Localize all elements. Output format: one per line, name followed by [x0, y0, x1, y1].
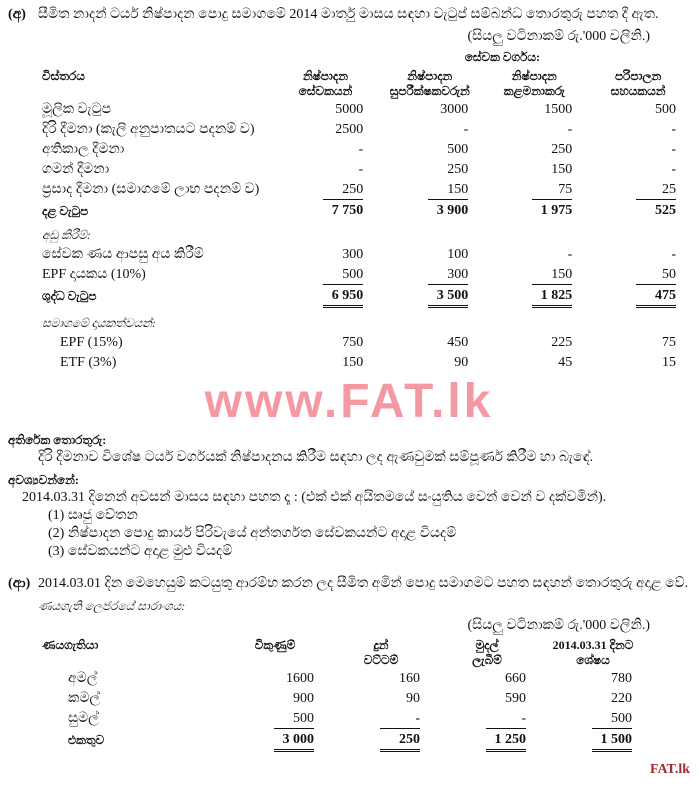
- cell-value: 250: [447, 162, 469, 177]
- cell: [482, 100, 586, 120]
- cell: [434, 730, 540, 753]
- column-header-line: දුන්: [373, 638, 389, 652]
- row-label: ප්‍රසාද දීමනා (සමාගමේ ලාභ පදනම් ව): [42, 182, 260, 197]
- cell-value: 250: [380, 731, 420, 752]
- part-b-intro: 2014.03.01 දින මෙහෙයුම් කටයුතු ආරම්භ කරන ලද සීමිත අමින් පොදු සමාගමට පහත සඳහන් තොරතුරු: [38, 576, 633, 591]
- cell: [482, 333, 586, 353]
- column-header-line: ලැබීම්: [472, 653, 502, 667]
- cell-value: 75: [662, 335, 676, 350]
- column-header-line: සහයකයන්: [610, 84, 666, 98]
- row-label: දළ වැටුප: [42, 204, 89, 218]
- salary-table: [38, 68, 690, 373]
- cell-value: -: [567, 122, 573, 137]
- cell-value: -: [358, 162, 364, 177]
- cell: [586, 245, 690, 265]
- cell-value: 500: [323, 266, 363, 285]
- cell: [377, 245, 482, 265]
- cell: [274, 353, 378, 373]
- table-row: [38, 221, 690, 245]
- header-row: [38, 637, 646, 669]
- cell-value: 300: [342, 247, 364, 262]
- cell: [434, 669, 540, 689]
- cell: [377, 333, 482, 353]
- part-a-label: (අ): [8, 7, 26, 22]
- cell-value: 150: [551, 162, 573, 177]
- row-label: අමල්: [68, 671, 98, 686]
- cell-value: 150: [532, 266, 572, 285]
- column-header: [482, 68, 586, 100]
- cell: [274, 245, 378, 265]
- cell: [377, 100, 482, 120]
- cell: [377, 160, 482, 180]
- table-row: [38, 120, 690, 140]
- row-label: සේවක ණය ආපසු අය කිරීම්: [42, 247, 204, 262]
- table-row: [38, 245, 690, 265]
- column-header-line: කළමනාකරු: [503, 84, 565, 98]
- cell: [482, 309, 586, 333]
- cell-value: 90: [406, 691, 420, 706]
- cell: [586, 333, 690, 353]
- row-label: EPF (15%): [60, 335, 123, 350]
- cell: [482, 160, 586, 180]
- table-row: [38, 309, 690, 333]
- cell: [222, 689, 328, 709]
- column-header: [328, 637, 434, 669]
- cell-value: 50: [636, 266, 676, 285]
- cell: [482, 120, 586, 140]
- cell: [377, 286, 482, 309]
- cell: [586, 221, 690, 245]
- cell: [274, 140, 378, 160]
- part-a-intro-cont: ඇත.: [631, 7, 659, 22]
- cell: [482, 221, 586, 245]
- column-header-line: නිෂ්පාදන: [511, 69, 557, 83]
- cell-value: 25: [636, 181, 676, 200]
- cell-value: 220: [611, 691, 632, 706]
- required-title: අවශ්‍යවන්නේ:: [8, 473, 79, 487]
- column-header: [586, 68, 690, 100]
- row-label: සමාගමේ දායකත්වයන්:: [42, 316, 157, 330]
- cell: [482, 353, 586, 373]
- table-row: [38, 689, 646, 709]
- column-header-line: සුපරීක්ෂකවරුන්: [389, 84, 470, 98]
- row-label: ශුද්ධ වැටුප: [42, 289, 97, 303]
- table-row: [38, 709, 646, 730]
- cell-value: 75: [532, 181, 572, 200]
- cell: [586, 100, 690, 120]
- cell: [377, 353, 482, 373]
- ledger-title: ණයගැති ලෙජරයේ සාරාංශය:: [38, 599, 186, 613]
- column-header-line: පරිපාලන: [614, 69, 662, 83]
- cell-value: -: [671, 122, 676, 137]
- cell-value: 300: [428, 266, 468, 285]
- row-label: EPF දායකය (10%): [42, 267, 146, 282]
- cell-value: 660: [505, 671, 526, 686]
- cell-value: 1 825: [532, 287, 572, 308]
- cell-value: 7 750: [331, 203, 364, 218]
- row-label: ගමන් දීමනා: [42, 162, 110, 177]
- column-header: [434, 637, 540, 669]
- cell: [274, 201, 378, 221]
- cell: [482, 265, 586, 286]
- row-label: අඩු කිරීම්:: [42, 228, 91, 242]
- table-row: [38, 160, 690, 180]
- cell: [377, 201, 482, 221]
- cell: [328, 689, 434, 709]
- cell: [377, 180, 482, 201]
- cell: [377, 309, 482, 333]
- row-label: සුමල්: [68, 711, 99, 726]
- part-a-intro-block: [8, 6, 690, 24]
- additional-info-title: අතිරේක තොරතුරු:: [8, 433, 107, 447]
- column-header: [38, 637, 222, 669]
- row-label: එකතුව: [68, 733, 105, 747]
- table-row: [38, 180, 690, 201]
- cell-value: -: [671, 142, 676, 157]
- column-header-line: විකුණුම්: [254, 638, 296, 652]
- cell-value: 1 975: [540, 203, 573, 218]
- part-b-label: (ආ): [8, 576, 31, 591]
- cell: [586, 180, 690, 201]
- cell-value: 250: [323, 181, 363, 200]
- cell-value: 500: [655, 102, 676, 117]
- cell-value: 6 950: [323, 287, 363, 308]
- table-row: [38, 201, 690, 221]
- row-label: අතිකාල දීමනා: [42, 142, 125, 157]
- watermark: www.FAT.lk: [204, 375, 494, 428]
- cell-value: 100: [447, 247, 469, 262]
- cell: [586, 286, 690, 309]
- cell: [540, 730, 646, 753]
- part-b-intro-block: [8, 575, 690, 593]
- footer-logo: FAT.lk: [649, 762, 690, 777]
- cell: [482, 140, 586, 160]
- column-header-line: සේවකයන්: [298, 84, 353, 98]
- table-row: [38, 353, 690, 373]
- cell: [482, 201, 586, 221]
- cell: [222, 669, 328, 689]
- cell: [328, 709, 434, 730]
- table-row: [38, 333, 690, 353]
- table-row: [38, 286, 690, 309]
- cell: [540, 689, 646, 709]
- table-row: [38, 730, 646, 753]
- cell: [586, 120, 690, 140]
- column-header: [377, 68, 482, 100]
- cell: [586, 201, 690, 221]
- cell: [274, 120, 378, 140]
- cell-value: -: [671, 247, 676, 262]
- cell: [434, 689, 540, 709]
- cell: [274, 160, 378, 180]
- cell: [586, 265, 690, 286]
- row-label: ETF (3%): [60, 355, 117, 370]
- cell: [328, 669, 434, 689]
- units-note: (සියලු වටිනාකම් රු.'000 වලිනි.): [467, 29, 650, 44]
- column-header-line: ශේෂය: [576, 653, 610, 667]
- part-a-intro: සීමිත නාදන් ටයර් නිෂ්පාදන පොදු සමාගමේ 2014 මාර්තු මාසය සඳහා වැටුප් සම්බන්ධ තොරතුරු පහත දී: [38, 7, 628, 22]
- cell: [222, 730, 328, 753]
- cell-value: 150: [428, 181, 468, 200]
- header-row: [38, 68, 690, 100]
- required-text: 2014.03.31 දිනෙන් අවසන් මාසය සඳහා පහත දෑ : (එක් එක් අයිතමයේ සංයුතිය වෙන් වෙන් ව දක්වමින්).: [22, 490, 607, 505]
- cell: [586, 353, 690, 373]
- cell-value: 900: [293, 691, 314, 706]
- table-row: [38, 265, 690, 286]
- cell-value: 2500: [335, 122, 364, 137]
- cell-value: 590: [505, 691, 526, 706]
- cell-value: 3 000: [274, 731, 314, 752]
- cell-value: 1500: [544, 102, 573, 117]
- cell-value: 475: [636, 287, 676, 308]
- cell-value: 500: [274, 710, 314, 729]
- column-header-line: 2014.03.31 දිනට: [552, 638, 634, 652]
- cell: [222, 709, 328, 730]
- cell-value: -: [671, 162, 676, 177]
- group-header: සේවක වර්ගය:: [464, 50, 540, 64]
- cell: [482, 180, 586, 201]
- cell-value: 3 900: [436, 203, 469, 218]
- cell-value: 150: [342, 355, 364, 370]
- cell-value: -: [463, 122, 469, 137]
- row-label: මූලික වැටුප: [42, 102, 112, 117]
- cell: [274, 333, 378, 353]
- cell: [274, 100, 378, 120]
- column-header: [540, 637, 646, 669]
- cell: [377, 221, 482, 245]
- column-header-line: මුදල්: [475, 638, 499, 652]
- cell: [274, 221, 378, 245]
- cell: [540, 669, 646, 689]
- cell: [434, 709, 540, 730]
- cell: [377, 120, 482, 140]
- cell: [482, 286, 586, 309]
- column-header-line: නිෂ්පාදන: [302, 69, 348, 83]
- cell-value: 1600: [286, 671, 314, 686]
- cell: [482, 245, 586, 265]
- cell: [377, 140, 482, 160]
- debtors-ledger-table: [38, 637, 646, 753]
- units-note-b: (සියලු වටිනාකම් රු.'000 වලිනි.): [467, 618, 650, 633]
- cell-value: 160: [399, 671, 420, 686]
- cell-value: 525: [655, 203, 676, 218]
- part-b-intro-cont: අදාළ වේ.: [636, 576, 689, 591]
- cell-value: 780: [611, 671, 632, 686]
- table-row: [38, 100, 690, 120]
- cell: [274, 309, 378, 333]
- cell: [274, 180, 378, 201]
- column-header-line: වට්ටම්: [363, 653, 399, 667]
- cell: [377, 265, 482, 286]
- cell-value: 3000: [440, 102, 469, 117]
- column-header: [222, 637, 328, 669]
- required-item: (3) සේවකයන්ට අදාළ මුළු වියදම්: [48, 544, 233, 559]
- cell-value: 45: [558, 355, 573, 370]
- cell-value: 5000: [335, 102, 364, 117]
- cell: [586, 309, 690, 333]
- cell-value: -: [380, 710, 420, 729]
- cell: [586, 140, 690, 160]
- row-label: කමල්: [68, 691, 101, 706]
- required-item: (2) නිෂ්පාදන පොදු කාර්ය පිරිවැයේ අන්තර්ගත සේවකයන්ට අදාළ වියදම්: [48, 526, 457, 541]
- cell: [540, 709, 646, 730]
- cell: [586, 160, 690, 180]
- cell-value: 3 500: [428, 287, 468, 308]
- cell-value: 1 250: [486, 731, 526, 752]
- cell: [274, 265, 378, 286]
- cell-value: -: [567, 247, 573, 262]
- cell-value: 500: [447, 142, 469, 157]
- cell-value: 1 500: [592, 731, 632, 752]
- cell-value: 450: [447, 335, 469, 350]
- row-label: දිරි දීමනා (කැලි අනුපාතයට පදනම් ව): [42, 122, 255, 137]
- cell-value: 750: [342, 335, 364, 350]
- column-header: [274, 68, 378, 100]
- cell: [274, 286, 378, 309]
- cell-value: 15: [662, 355, 676, 370]
- cell-value: -: [486, 710, 526, 729]
- cell-value: 90: [454, 355, 469, 370]
- cell-value: -: [358, 142, 364, 157]
- table-row: [38, 669, 646, 689]
- required-item: (1) සෘජු වේතන: [48, 508, 138, 523]
- cell-value: 500: [592, 710, 632, 729]
- cell-value: 225: [551, 335, 573, 350]
- cell-value: 250: [551, 142, 573, 157]
- cell: [328, 730, 434, 753]
- table-row: [38, 140, 690, 160]
- column-header-line: නිෂ්පාදන: [407, 69, 453, 83]
- column-header-description: විස්තරය: [42, 69, 85, 83]
- column-header-line: ණයගැතියා: [42, 638, 99, 652]
- additional-info-text: දිරි දීමනාව විශේෂ ටයර් වර්ගයක් නිෂ්පාදනය කිරීම සඳහා ලද ඇණවුමක් සම්පූර්ණ කිරීම හා බැඳේ.: [38, 450, 594, 465]
